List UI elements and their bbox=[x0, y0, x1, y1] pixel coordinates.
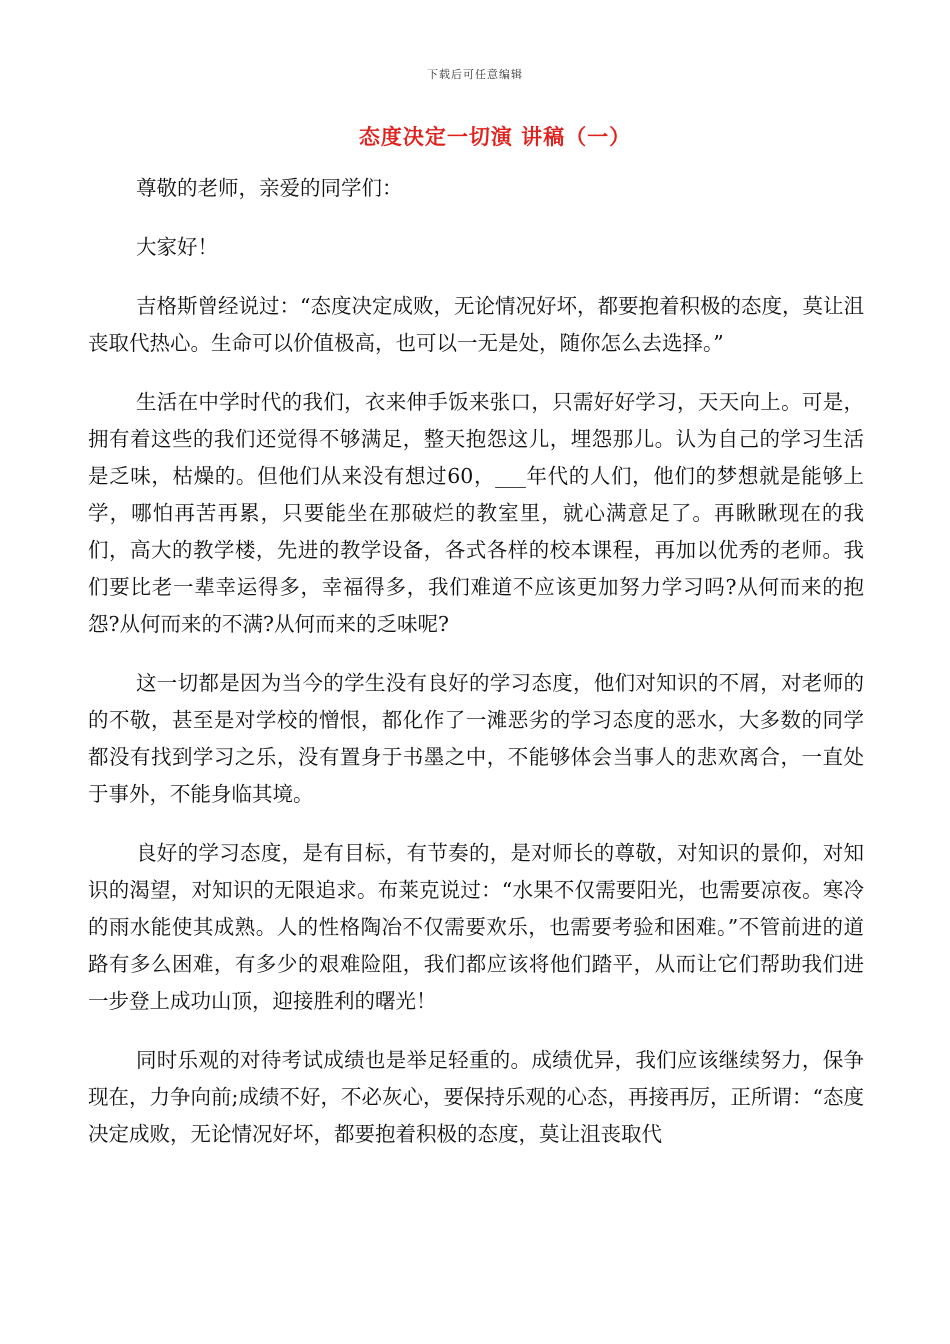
body-paragraph: 这一切都是因为当今的学生没有良好的学习态度，他们对知识的不屑，对老师的的不敬，甚至是对学校的憎恨，都化作了一滩恶劣的学习态度的恶水，大多数的同学都没有找到学习之乐，没有置身于书墨之中，不能够体会当事人的悲欢离合，一直处于事外，不能身临其境。 bbox=[88, 671, 864, 806]
document-title: 态度决定一切演 讲稿（一） bbox=[358, 124, 632, 149]
body-paragraph: 生活在中学时代的我们，衣来伸手饭来张口，只需好好学习，天天向上。可是，拥有着这些的我们还觉得不够满足，整天抱怨这儿，埋怨那儿。认为自己的学习生活是乏味，枯燥的。但他们从来没有想过60，___年代的人们，他们的梦想就是能够上学，哪怕再苦再累，只要能坐在那破烂的教室里，就心满意足了。再瞅瞅现在的我们，高大的教学楼，先进的教学设备，各式各样的校本课程，再加以优秀的老师。我们要比老一辈幸运得多，幸福得多，我们难道不应该更加努力学习吗?从何而来的抱怨?从何而来的不满?从何而来的乏味呢? bbox=[88, 390, 864, 636]
header-note: 下载后可任意编辑 bbox=[427, 68, 523, 81]
salutation-paragraph: 大家好！ bbox=[136, 235, 218, 259]
greeting-paragraph: 尊敬的老师，亲爱的同学们： bbox=[136, 176, 403, 200]
body-paragraph: 吉格斯曾经说过：“态度决定成败，无论情况好坏，都要抱着积极的态度，莫让沮丧取代热心。生命可以价值极高，也可以一无是处，随你怎么去选择。” bbox=[88, 294, 864, 355]
document-body bbox=[88, 170, 864, 1175]
body-paragraph: 良好的学习态度，是有目标，有节奏的，是对师长的尊敬，对知识的景仰，对知识的渴望，对知识的无限追求。布莱克说过：“水果不仅需要阳光，也需要凉夜。寒冷的雨水能使其成熟。人的性格陶冶不仅需要欢乐，也需要考验和困难。”不管前进的道路有多么困难，有多少的艰难险阻，我们都应该将他们踏平，从而让它们帮助我们进一步登上成功山顶，迎接胜利的曙光！ bbox=[88, 841, 864, 1013]
body-paragraph: 同时乐观的对待考试成绩也是举足轻重的。成绩优异，我们应该继续努力，保争现在，力争向前;成绩不好，不必灰心，要保持乐观的心态，再接再厉，正所谓：“态度决定成败，无论情况好坏，都要抱着积极的态度，莫让沮丧取代 bbox=[88, 1048, 864, 1146]
